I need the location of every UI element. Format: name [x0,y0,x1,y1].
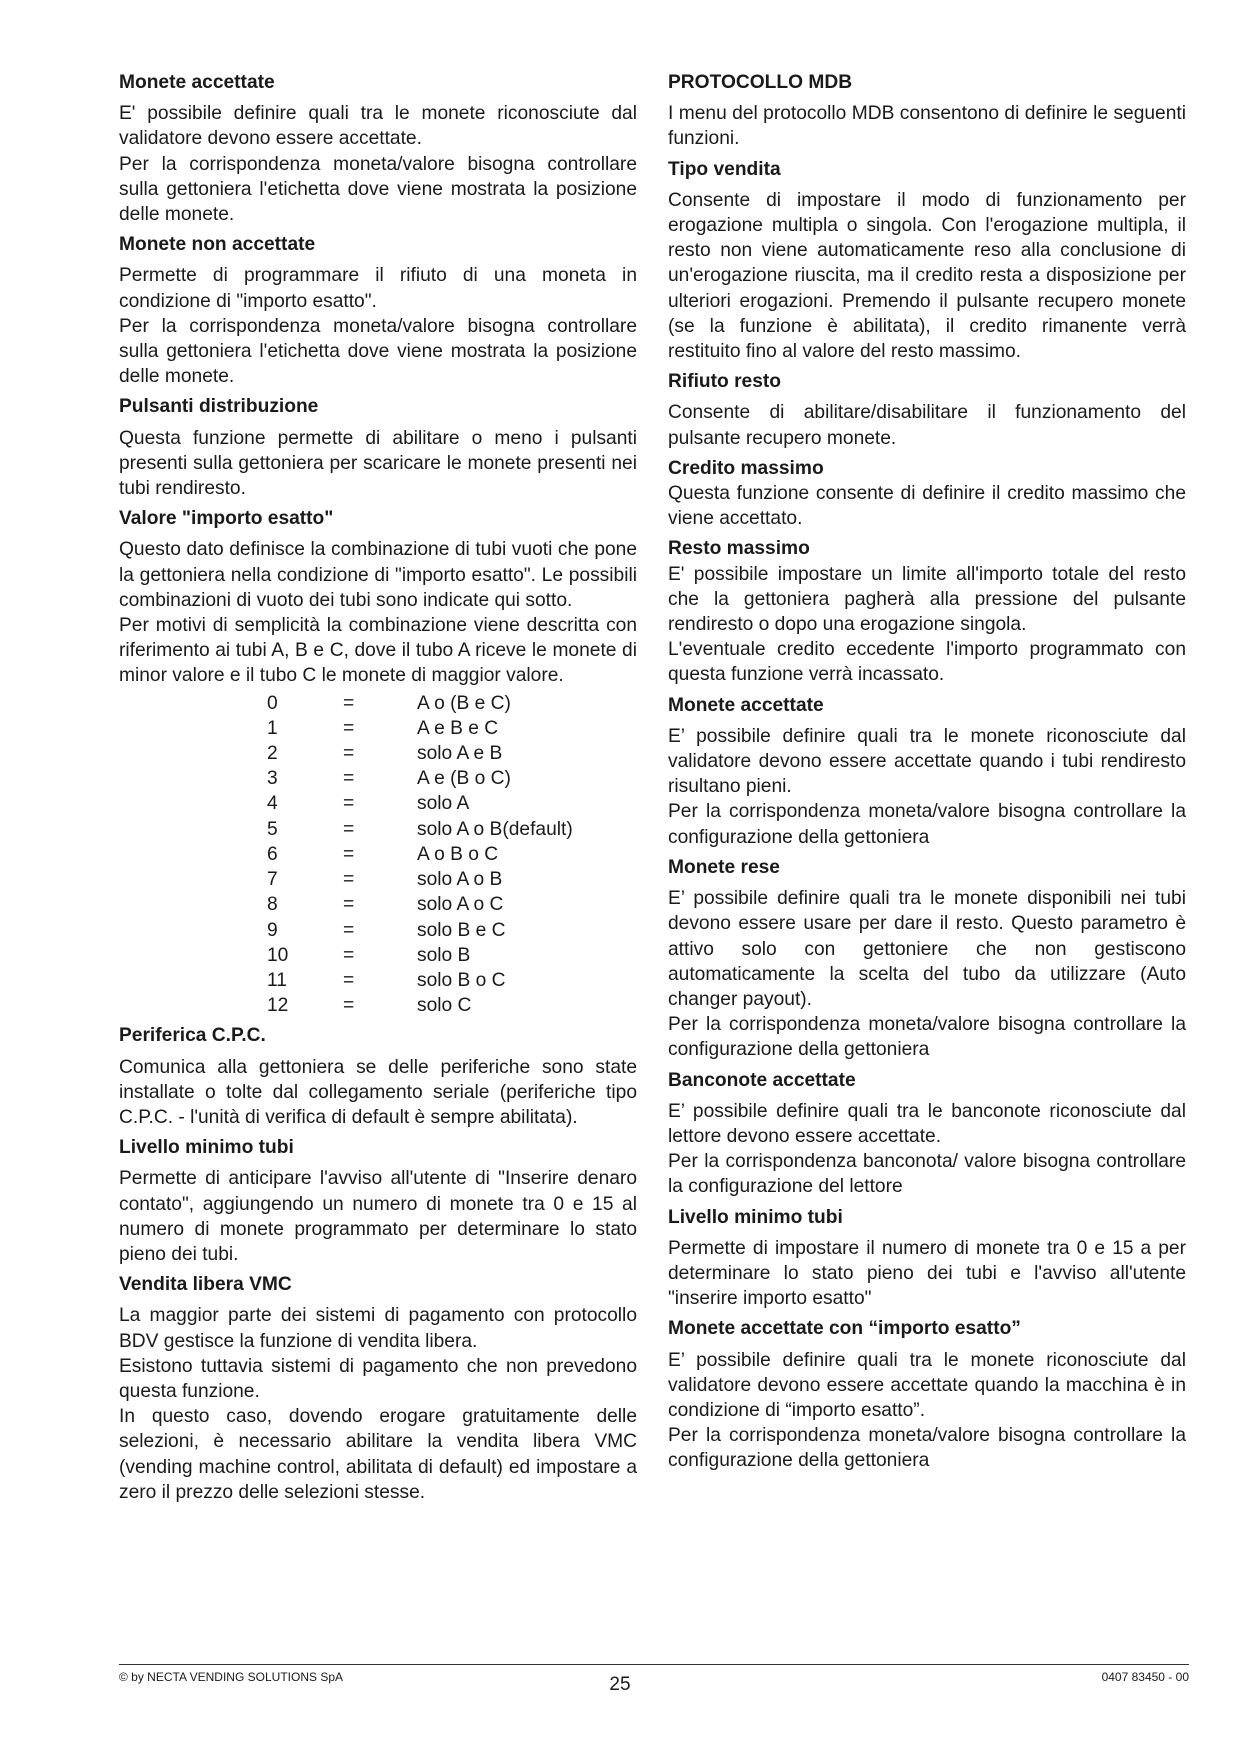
paragraph: Consente di abilitare/disabilitare il funzionamento del pulsante recupero monete. [668,402,1186,449]
paragraph: Comunica alla gettoniera se delle periferiche sono state installate o tolte dal collegamento seriale (periferiche tipo C.P.C. - l'unità di verifica di default è sempre abilitata). [119,1056,637,1128]
equals-sign: = [343,919,355,941]
table-row [267,892,573,917]
table-row [267,716,573,741]
equals-sign: = [343,768,355,790]
section-heading: Vendita libera VMC [119,1274,292,1296]
section-protocollo-mdb [668,70,1186,152]
page-number: 25 [609,1674,631,1695]
code-number: 12 [267,995,289,1017]
paragraph: E’ possibile definire quali tra le monete disponibili nei tubi devono essere usare per dare il resto. Questo parametro è attivo solo con gettoniere che non gestiscono automaticamente la scelta del tubo da utilizzare (Auto changer payout). [668,888,1186,1010]
table-row [267,918,573,943]
paragraph: Per la corrispondenza moneta/valore bisogna controllare sulla gettoniera l'etichetta dove viene mostrata la posizione delle monete. [119,315,637,388]
section-resto-massimo [668,536,1186,687]
code-number: 6 [267,843,278,865]
paragraph: E’ possibile definire quali tra le monete riconosciute dal validatore devono essere accettate quando la macchina è in condizione di “importo esatto”. [668,1349,1186,1421]
code-number: 0 [267,692,278,714]
section-periferica-cpc [119,1023,637,1130]
code-number: 4 [267,793,278,815]
section-monete-non-accettate [119,232,637,389]
table-row [267,993,573,1018]
table-row [267,867,573,892]
table-row [267,842,573,867]
section-heading: Monete accettate [668,694,824,716]
section-heading: Valore "importo esatto" [119,508,334,530]
section-monete-rese [668,855,1186,1063]
equals-sign: = [343,894,355,916]
section-heading: Rifiuto resto [668,371,781,393]
section-heading: Banconote accettate [668,1069,856,1091]
paragraph: Permette di impostare il numero di monete tra 0 e 15 a per determinare lo stato pieno dei tubi e l'avviso all'utente "inserire importo esatto" [668,1237,1186,1310]
section-heading: PROTOCOLLO MDB [668,72,853,93]
section-heading: Livello minimo tubi [668,1206,843,1228]
code-meaning: A e (B o C) [417,768,511,790]
section-monete-accettate [119,70,637,227]
section-livello-minimo-tubi-mdb [668,1205,1186,1312]
section-livello-minimo-tubi [119,1135,637,1267]
footer-divider [119,1664,1189,1665]
section-heading: Monete rese [668,856,780,878]
paragraph: Questa funzione permette di abilitare o meno i pulsanti presenti sulla gettoniera per scaricare le monete presenti nei tubi rendiresto. [119,427,637,500]
table-row [267,791,573,816]
code-number: 5 [267,818,278,840]
paragraph: E' possibile impostare un limite all'importo totale del resto che la gettoniera pagherà alla pressione del pulsante rendiresto o dopo una erogazione singola. [668,563,1186,636]
paragraph: Per la corrispondenza moneta/valore bisogna controllare sulla gettoniera l'etichetta dove viene mostrata la posizione delle monete. [119,153,637,226]
equals-sign: = [343,743,355,765]
section-heading: Monete non accettate [119,234,316,256]
section-heading: Tipo vendita [668,158,781,180]
code-meaning: solo B o C [417,969,506,991]
section-vendita-libera-vmc [119,1272,637,1505]
code-number: 11 [267,969,287,991]
section-heading: Monete accettate con “importo esatto” [668,1318,1021,1340]
section-heading: Resto massimo [668,538,810,560]
table-row [267,817,573,842]
equals-sign: = [343,944,355,966]
code-meaning: A e B e C [417,717,499,739]
code-meaning: solo A o B(default) [417,818,573,840]
code-meaning: solo A o B [417,869,503,891]
paragraph: Questo dato definisce la combinazione di tubi vuoti che pone la gettoniera nella condizione di "importo esatto". Le possibili combinazioni di vuoto dei tubi sono indicate qui sotto. [119,539,637,611]
document-code: 0407 83450 - 00 [1101,1670,1189,1684]
code-number: 1 [267,717,278,739]
paragraph: Per la corrispondenza moneta/valore bisogna controllare la configurazione della gettoniera [668,1425,1186,1472]
code-meaning: solo C [417,995,472,1017]
section-monete-importo-esatto [668,1316,1186,1473]
section-credito-massimo [668,456,1186,532]
code-meaning: solo B e C [417,919,506,941]
code-number: 9 [267,919,278,941]
paragraph: Questa funzione consente di definire il credito massimo che viene accettato. [668,483,1186,530]
section-pulsanti-distribuzione [119,394,637,501]
paragraph: Per la corrispondenza moneta/valore bisogna controllare la configurazione della gettoniera [668,801,1186,848]
paragraph: I menu del protocollo MDB consentono di definire le seguenti funzioni. [668,103,1186,150]
code-meaning: A o B o C [417,843,499,865]
paragraph: Consente di impostare il modo di funzionamento per erogazione multipla o singola. Con l'erogazione multipla, il resto non viene automaticamente reso alla conclusione di un'erogazione riuscita, ma il credito resta a disposizione per ulteriori erogazioni. Premendo il pulsante recupero monete (se la funzione è abilitata), il credito rimanente verrà restituito fino al valore del resto massimo. [668,189,1186,363]
right-column [668,70,1186,1479]
equals-sign: = [343,995,355,1017]
code-meaning: A o (B e C) [417,692,511,714]
paragraph: Per la corrispondenza moneta/valore bisogna controllare la configurazione della gettoniera [668,1014,1186,1061]
paragraph: E’ possibile definire quali tra le banconote riconosciute dal lettore devono essere accettate. [668,1100,1186,1147]
code-meaning: solo B [417,944,471,966]
code-meaning: solo A o C [417,894,504,916]
equals-sign: = [343,692,355,714]
section-monete-accettate-mdb [668,693,1186,850]
code-meaning: solo A e B [417,743,503,765]
paragraph: E' possibile definire quali tra le monete riconosciute dal validatore devono essere accettate. [119,103,637,150]
table-row [267,766,573,791]
paragraph: Permette di anticipare l'avviso all'utente di "Inserire denaro contato", aggiungendo un numero di monete tra 0 e 15 al numero di monete programmato per determinare lo stato pieno dei tubi. [119,1168,637,1265]
section-banconote-accettate [668,1068,1186,1200]
left-column [119,70,637,1510]
equals-sign: = [343,843,355,865]
paragraph: Per la corrispondenza banconota/ valore bisogna controllare la configurazione del lettore [668,1151,1186,1198]
tube-combination-table [267,691,573,1019]
equals-sign: = [343,717,355,739]
table-row [267,968,573,993]
section-heading: Monete accettate [119,72,275,93]
section-valore-importo-esatto [119,506,637,1018]
equals-sign: = [343,869,355,891]
footer-copyright: © by NECTA VENDING SOLUTIONS SpA [119,1670,344,1684]
equals-sign: = [343,969,355,991]
section-heading: Pulsanti distribuzione [119,396,319,418]
table-row [267,741,573,766]
section-tipo-vendita [668,157,1186,365]
paragraph: La maggior parte dei sistemi di pagamento con protocollo BDV gestisce la funzione di vendita libera. [119,1305,637,1352]
paragraph: Permette di programmare il rifiuto di una moneta in condizione di "importo esatto". [119,265,637,312]
section-rifiuto-resto [668,369,1186,451]
section-heading: Livello minimo tubi [119,1137,294,1159]
section-heading: Periferica C.P.C. [119,1025,266,1047]
code-number: 2 [267,743,278,765]
code-number: 10 [267,944,289,966]
code-number: 3 [267,768,278,790]
code-number: 8 [267,894,278,916]
equals-sign: = [343,793,355,815]
equals-sign: = [343,818,355,840]
paragraph: E’ possibile definire quali tra le monete riconosciute dal validatore devono essere accettate quando i tubi rendiresto risultano pieni. [668,725,1186,798]
paragraph: In questo caso, dovendo erogare gratuitamente delle selezioni, è necessario abilitare la vendita libera VMC (vending machine control, abilitata di default) ed impostare a zero il prezzo delle selezioni stesse. [119,1406,637,1503]
table-row [267,691,573,716]
table-row [267,943,573,968]
paragraph: Per motivi di semplicità la combinazione viene descritta con riferimento ai tubi A, B e C, dove il tubo A riceve le monete di minor valore e il tubo C le monete di maggior valore. [119,615,637,687]
section-heading: Credito massimo [668,457,824,479]
paragraph: Esistono tuttavia sistemi di pagamento che non prevedono questa funzione. [119,1355,637,1402]
code-number: 7 [267,869,278,891]
paragraph: L'eventuale credito eccedente l'importo programmato con questa funzione verrà incassato. [668,639,1186,686]
code-meaning: solo A [417,793,470,815]
